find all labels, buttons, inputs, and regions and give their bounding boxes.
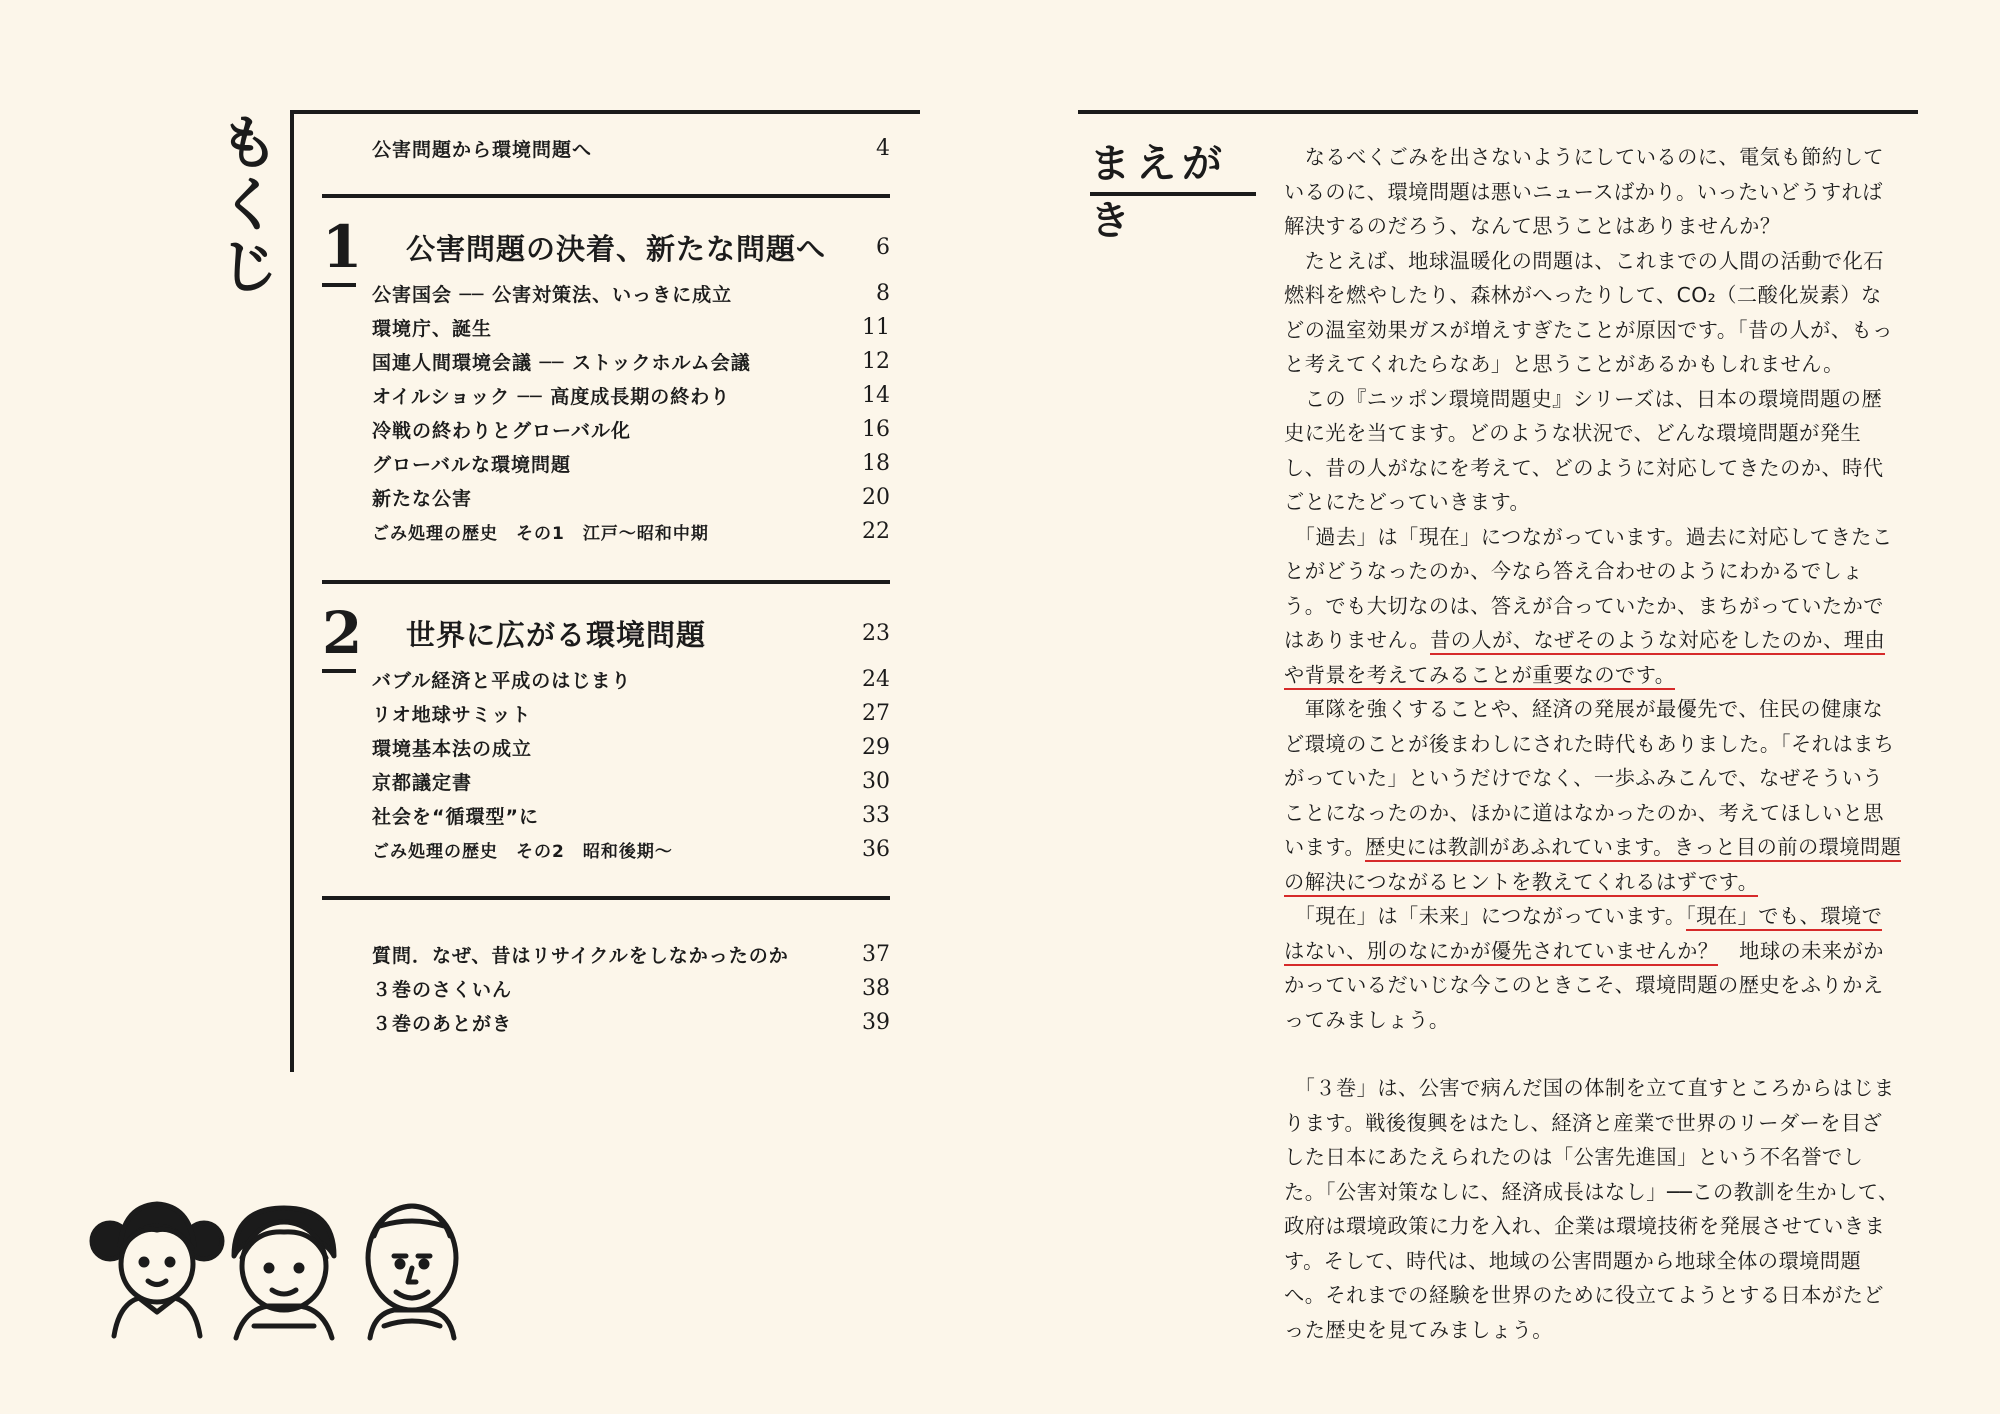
toc-entry[interactable] [372,1005,890,1039]
toc-entry[interactable] [372,937,890,971]
section-page: 23 [862,620,890,646]
toc-entry-label: 国連人間環境会議 ── ストックホルム会議 [372,351,751,374]
toc-entry-label: 京都議定書 [372,771,473,794]
toc-entry-label: グローバルな環境問題 [372,453,572,476]
toc-entry-page: 39 [862,1009,890,1035]
toc-entry-page: 36 [862,836,890,862]
toc-entry-intro[interactable] [372,131,890,165]
toc-entry[interactable] [372,480,890,514]
preface-text: 「現在」は「未来」につながっています。 [1304,904,1686,928]
toc-entry[interactable] [372,344,890,378]
toc-entry-page: 27 [862,700,890,726]
toc-entry-page: 22 [862,518,890,544]
preface-highlight: 昔の人が、なぜそのような対応をしたのか、理由や背景を考えてみることが重要なのです。 [1284,628,1885,690]
preface-top-rule [1078,110,1918,114]
preface-highlight: 「現在」でも、環境ではない、別のなにかが優先されていませんか？ [1284,904,1882,966]
toc-entry-page: 29 [862,734,890,760]
toc-entry[interactable] [372,446,890,480]
toc-entry[interactable] [372,696,890,730]
toc-entry-label: ３巻のあとがき [372,1012,513,1035]
toc-entry-page: 11 [862,314,890,340]
toc-entry-label: 環境庁、誕生 [372,317,493,340]
toc-entry-page: 37 [862,941,890,967]
toc-entry[interactable] [372,276,890,310]
preface-paragraph [1284,382,1902,520]
toc-entry-label: 環境基本法の成立 [372,737,533,760]
toc-entry-page: 30 [862,768,890,794]
toc-entry-page: 20 [862,484,890,510]
toc-entry-label: 公害国会 ── 公害対策法、いっきに成立 [372,283,733,306]
three-children-faces-icon [84,1186,484,1346]
preface-paragraph [1284,140,1902,244]
toc-entry-column[interactable] [372,514,890,548]
toc-entry-page: 18 [862,450,890,476]
toc-entry[interactable] [372,310,890,344]
toc-entry-page: 14 [862,382,890,408]
preface-text: なるべくごみを出さないようにしているのに、電気も節約しているのに、環境問題は悪いニュースばかり。いったいどうすれば解決するのだろう、なんて思うことはありませんか？ [1284,145,1884,238]
toc-entry[interactable] [372,412,890,446]
preface-text: 軍隊を強くすることや、経済の発展が最優先で、住民の健康など環境のことが後まわしにされた時代もありました。「それはまちがっていた」というだけでなく、一歩ふみこんで、なぜそういうことになったのか、ほかに道はなかったのか、考えてほしいと思います。 [1284,697,1895,859]
toc-title-char: く [219,171,278,239]
preface-paragraph [1284,692,1902,899]
toc-title-char: じ [219,233,278,301]
section-divider [322,194,890,198]
toc-entry-label: リオ地球サミット [372,703,532,726]
toc-entry-label: ３巻のさくいん [372,978,513,1001]
toc-entry[interactable] [372,798,890,832]
preface-text: 「過去」は「現在」につながっています。過去に対応してきたことがどうなったのか、今なら答え合わせのようにわかるでしょう。でも大切なのは、答えが合っていたか、まちがっていたかではありません。 [1284,524,1893,652]
preface-text: 地球の未来がかかっているだいじな今このときこそ、環境問題の歴史をふりかえってみましょう。 [1284,938,1884,1032]
preface-highlight: 歴史には教訓があふれています。きっと目の前の環境問題の解決につながるヒントを教えてくれるはずです。 [1284,835,1901,897]
toc-entry[interactable] [372,730,890,764]
toc-entry-page: 12 [862,348,890,374]
section-number: 1 [322,217,382,277]
preface-text: この『ニッポン環境問題史』シリーズは、日本の環境問題の歴史に光を当てます。どのような状況で、どんな環境問題が発生し、昔の人がなにを考えて、どのように対応してきたのか、時代ごとにたどっていきます。 [1284,386,1884,514]
toc-entry-page: 24 [862,666,890,692]
preface-paragraph [1284,1071,1902,1347]
toc-entry-label: 社会を“循環型”に [372,805,539,828]
toc-entry[interactable] [372,662,890,696]
toc-entry-page: 38 [862,975,890,1001]
preface-body [1284,140,1902,1347]
section-heading-1[interactable] [322,212,890,282]
toc-entry[interactable] [372,764,890,798]
section-title: 公害問題の決着、新たな問題へ [406,231,827,266]
section-number: 2 [322,603,382,663]
preface-paragraph [1284,899,1902,1037]
section-divider [322,580,890,584]
preface-paragraph [1284,244,1902,382]
toc-title-char: も [219,109,278,177]
toc-entry-page: 4 [876,135,890,161]
preface-paragraph [1284,520,1902,693]
toc-entry-page: 33 [862,802,890,828]
toc-entry-label: バブル経済と平成のはじまり [372,669,632,692]
toc-entry-label: 冷戦の終わりとグローバル化 [372,419,632,442]
toc-entry-label: ごみ処理の歴史 その2 昭和後期〜 [372,841,673,862]
toc-entry-column[interactable] [372,832,890,866]
toc-entry-label: 公害問題から環境問題へ [372,138,593,161]
toc-entry-page: 16 [862,416,890,442]
preface-text: 「３巻」は、公害で病んだ国の体制を立て直すところからはじまります。戦後復興をはたし、経済と産業で世界のリーダーを目ざした日本にあたえられたのは「公害先進国」という不名誉でした。「公害対策なしに、経済成長はなし」──この教訓を生かして、政府は環境政策に力を入れ、企業は環境技術を発展させていきます。そして、時代は、地域の公害問題から地球全体の環境問題へ。それまでの経験を世界のために役立てようとする日本がたどった歴史を見てみましょう。 [1284,1076,1899,1342]
toc-entry-label: 新たな公害 [372,487,473,510]
toc-entry-label: ごみ処理の歴史 その1 江戸〜昭和中期 [372,523,709,544]
section-divider [322,896,890,900]
toc-top-rule [290,110,920,114]
toc-entry[interactable] [372,971,890,1005]
preface-title: まえがき [1090,141,1228,244]
preface-title-underline [1090,192,1256,196]
toc-title [214,109,284,301]
preface-text: たとえば、地球温暖化の問題は、これまでの人間の活動で化石燃料を燃やしたり、森林がへったりして、CO₂（二酸化炭素）などの温室効果ガスが増えすぎたことが原因です。「昔の人が、もっと考えてくれたらなあ」と思うことがあるかもしれません。 [1284,248,1893,376]
section-page: 6 [876,234,890,260]
toc-entry-page: 8 [876,280,890,306]
section-heading-2[interactable] [322,598,890,668]
toc-entry-label: オイルショック ── 高度成長期の終わり [372,385,731,408]
section-title: 世界に広がる環境問題 [406,617,707,652]
toc-entry-label: 質問．なぜ、昔はリサイクルをしなかったのか [372,944,789,967]
toc-vertical-rule [290,112,294,1072]
toc-entry[interactable] [372,378,890,412]
